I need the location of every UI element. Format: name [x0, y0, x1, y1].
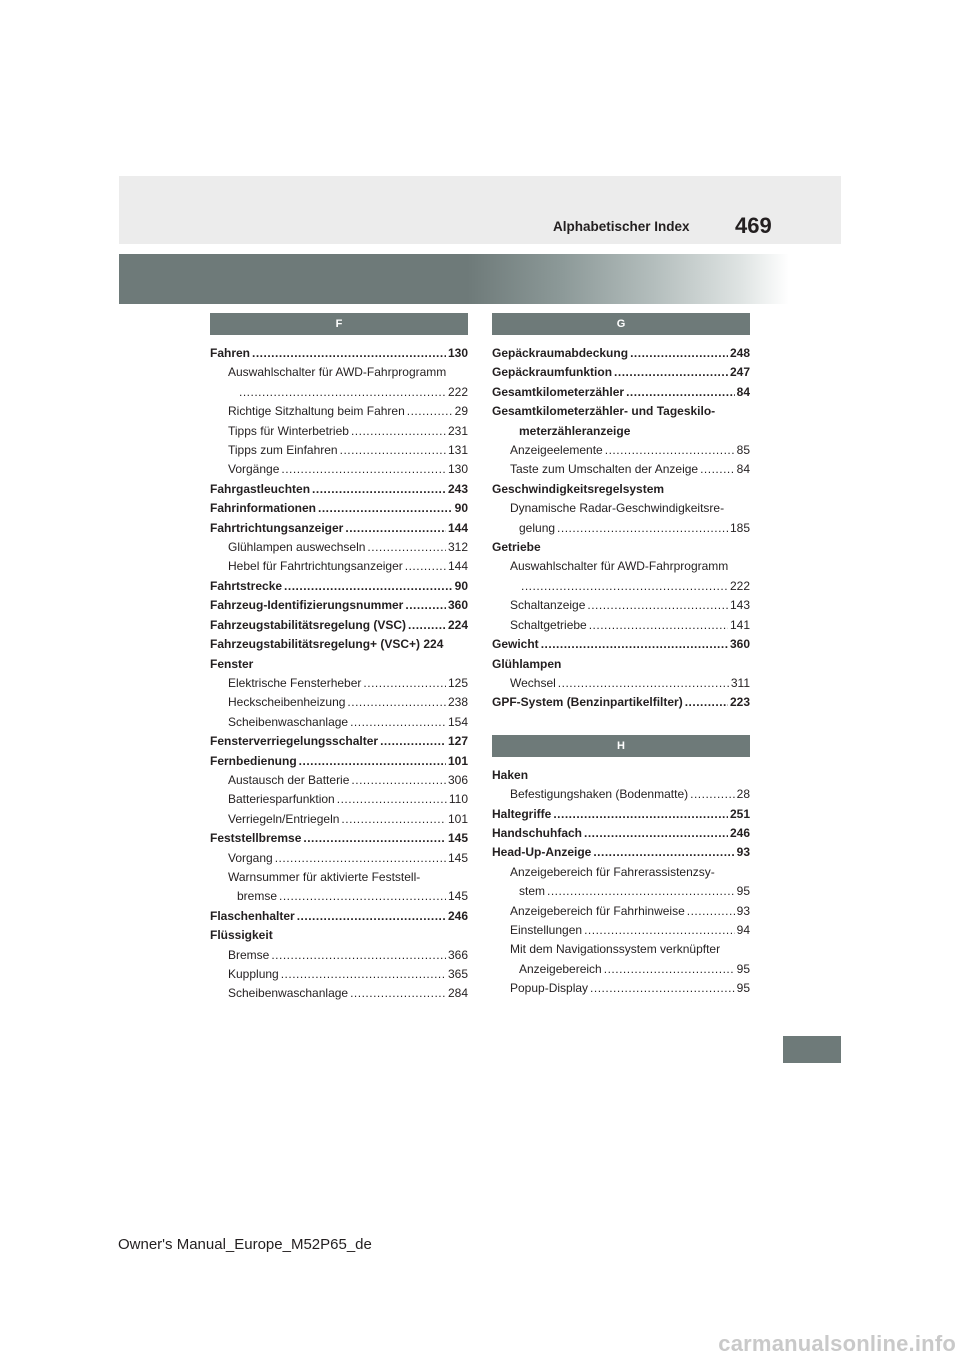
index-entry [492, 921, 750, 940]
index-entry [210, 577, 468, 596]
index-entry-page: 101 [447, 753, 468, 768]
index-entry-page: 222 [729, 578, 750, 593]
index-entry-page: 101 [447, 811, 468, 826]
index-entry-term: Fensterverriegelungsschalter [210, 734, 379, 749]
index-entry-term: Anzeigebereich für Fahrerassistenzsy- [510, 864, 715, 879]
dot-leader [239, 383, 446, 402]
dot-leader [341, 810, 446, 829]
index-entry [210, 480, 468, 499]
dot-leader [350, 713, 446, 732]
index-entry [492, 402, 750, 421]
index-entry-term: Head-Up-Anzeige [492, 845, 592, 860]
index-entry-term: Glühlampen [492, 656, 562, 671]
index-entry-term: Gesamtkilometerzähler [492, 384, 625, 399]
index-entry [210, 616, 468, 635]
index-entry-page: 222 [447, 384, 468, 399]
index-entry-term: Scheibenwaschanlage [228, 986, 349, 1001]
index-entry [492, 902, 750, 921]
index-entry-term: Hebel für Fahrtrichtungsanzeiger [228, 559, 403, 574]
index-entry [210, 732, 468, 751]
index-entry-page: 144 [447, 520, 468, 535]
index-entry-term: Schaltgetriebe [510, 617, 587, 632]
dot-leader [685, 693, 728, 712]
dot-leader [407, 402, 453, 421]
index-entry-term: Austausch der Batterie [228, 772, 350, 787]
index-entry-term: Flaschenhalter [210, 908, 295, 923]
index-entry [210, 887, 468, 906]
index-entry-page: 145 [447, 831, 468, 846]
index-entry [492, 596, 750, 615]
index-entry-term: meterzähleranzeige [519, 423, 631, 438]
index-entry-term: Anzeigebereich für Fahrhinweise [510, 903, 685, 918]
index-entry-term: Vorgang [228, 850, 273, 865]
index-entry [492, 460, 750, 479]
dot-leader [351, 422, 446, 441]
index-entry-page: 144 [447, 559, 468, 574]
index-entry-page: 90 [454, 501, 468, 516]
index-entry-term: Mit dem Navigationssystem verknüpfter [510, 942, 721, 957]
index-entry-term: Gewicht [492, 637, 539, 652]
index-entry [492, 674, 750, 693]
index-entry-page: 284 [447, 986, 468, 1001]
dot-leader [380, 732, 446, 751]
index-entry [210, 363, 468, 382]
watermark: carmanualsonline.info [718, 1331, 956, 1356]
dot-leader [303, 829, 446, 848]
index-entry [492, 843, 750, 862]
index-entry [210, 655, 468, 674]
page-number: 469 [735, 213, 772, 238]
index-entry-term: Bremse [228, 947, 270, 962]
index-entry-term: Fernbedienung [210, 753, 297, 768]
index-entry-term: Fahrzeugstabilitätsregelung (VSC) [210, 617, 407, 632]
index-entry [210, 849, 468, 868]
index-entry [492, 960, 750, 979]
index-entry [210, 499, 468, 518]
index-entry-term: Gepäckraumabdeckung [492, 346, 629, 360]
index-entry-term: Fahrtstrecke [210, 578, 283, 593]
index-entry-page: 93 [736, 903, 750, 918]
dot-leader [587, 596, 728, 615]
dot-leader [405, 596, 446, 615]
dot-leader [605, 441, 735, 460]
index-entry-term: Tipps zum Einfahren [228, 443, 338, 458]
index-entry-term: Fahrinformationen [210, 501, 317, 516]
index-entry-term: GPF-System (Benzinpartikelfilter) [492, 695, 683, 710]
index-entry-page: 127 [447, 734, 468, 749]
index-entry [210, 829, 468, 848]
dot-leader [281, 460, 446, 479]
index-entry-page: 145 [447, 850, 468, 865]
index-entry-term: Schaltanzeige [510, 598, 586, 613]
index-list-h [492, 766, 750, 999]
index-entry-term: Heckscheibenheizung [228, 695, 346, 710]
index-entry [210, 713, 468, 732]
dot-leader [284, 577, 453, 596]
index-entry-term: Haltegriffe [492, 806, 552, 821]
index-entry-page: 143 [729, 598, 750, 613]
index-entry-term: Feststellbremse [210, 831, 302, 846]
index-entry-page: 130 [447, 462, 468, 477]
index-entry-term: Verriegeln/Entriegeln [228, 811, 340, 826]
dot-leader [521, 577, 728, 596]
index-entry-page: 93 [736, 845, 750, 860]
dot-leader [690, 785, 735, 804]
dot-leader [275, 849, 446, 868]
index-entry-page: 248 [729, 346, 750, 360]
index-entry-term: Geschwindigkeitsregelsystem [492, 481, 665, 496]
dot-leader [279, 887, 446, 906]
index-entry [492, 693, 750, 712]
index-entry [492, 940, 750, 959]
index-entry-page: 29 [454, 404, 468, 419]
index-entry-term: Tipps für Winterbetrieb [228, 423, 349, 438]
index-entry [492, 979, 750, 998]
index-list-f [210, 344, 468, 1004]
index-entry-page: 131 [447, 443, 468, 458]
index-entry-page: 312 [447, 540, 468, 555]
dot-leader [687, 902, 735, 921]
index-entry [492, 577, 750, 596]
index-entry [210, 538, 468, 557]
decorative-gradient-band [119, 254, 789, 304]
index-entry-term: Fenster [210, 656, 254, 671]
index-entry [492, 805, 750, 824]
dot-leader [367, 538, 446, 557]
index-entry-term: gelung [519, 520, 556, 535]
dot-leader [405, 557, 446, 576]
index-entry-page: 366 [447, 947, 468, 962]
index-entry-page: 306 [447, 772, 468, 787]
dot-leader [347, 693, 446, 712]
index-entry-page: 246 [447, 908, 468, 923]
index-entry [492, 766, 750, 785]
index-entry [492, 480, 750, 499]
index-entry-term: Flüssigkeit [210, 928, 273, 943]
index-entry-page: 141 [729, 617, 750, 632]
index-entry-page: 95 [736, 981, 750, 996]
index-entry-term: Anzeigeelemente [510, 443, 603, 458]
index-entry [492, 363, 750, 382]
index-entry-page: 231 [447, 423, 468, 438]
index-entry [210, 383, 468, 402]
index-entry-term: Taste zum Umschalten der Anzeige [510, 462, 699, 477]
dot-leader [593, 843, 734, 862]
index-entry-term: Fahrtrichtungsanzeiger [210, 520, 344, 535]
dot-leader [363, 674, 446, 693]
index-entry-term: Auswahlschalter für AWD-Fahrprogramm [228, 365, 447, 380]
index-entry-page: 238 [447, 695, 468, 710]
index-entry-page: 246 [729, 825, 750, 840]
dot-leader [541, 635, 728, 654]
index-entry-page: 145 [447, 889, 468, 904]
chapter-tab [783, 1036, 841, 1063]
index-entry [492, 635, 750, 654]
index-entry [210, 693, 468, 712]
index-entry-page: 311 [730, 675, 750, 690]
footer-manual-id: Owner's Manual_Europe_M52P65_de [118, 1236, 372, 1253]
index-entry [492, 499, 750, 518]
dot-leader [312, 480, 446, 499]
index-entry-term: stem [519, 884, 546, 899]
dot-leader [614, 363, 728, 382]
index-entry-term: Wechsel [510, 675, 556, 690]
index-entry-term: bremse [237, 889, 278, 904]
index-column-right [492, 313, 750, 999]
index-entry-term: Popup-Display [510, 981, 589, 996]
index-entry-page: 247 [729, 365, 750, 380]
index-entry-page: 95 [736, 961, 750, 976]
index-entry-term: Haken [492, 767, 529, 782]
index-entry-term: Getriebe [492, 540, 541, 555]
index-entry [210, 771, 468, 790]
index-entry-page: 94 [736, 922, 750, 937]
index-entry-term: Richtige Sitzhaltung beim Fahren [228, 404, 405, 419]
index-entry-page: 360 [447, 598, 468, 613]
index-entry-term: Elektrische Fensterheber [228, 675, 362, 690]
index-entry-term: Gesamtkilometerzähler- und Tageskilo- [492, 404, 716, 419]
index-entry-term: Scheibenwaschanlage [228, 714, 349, 729]
index-entry [210, 635, 468, 654]
dot-leader [557, 519, 728, 538]
index-entry-page: 90 [454, 578, 468, 593]
index-entry-page: 95 [736, 884, 750, 899]
index-entry-term: Dynamische Radar-Geschwindigkeitsre- [510, 501, 725, 516]
dot-leader [299, 752, 446, 771]
index-entry-term: Warnsummer für aktivierte Feststell- [228, 869, 421, 884]
index-entry [492, 785, 750, 804]
index-entry [210, 422, 468, 441]
index-entry [210, 460, 468, 479]
index-entry-page: 154 [447, 714, 468, 729]
index-entry [492, 519, 750, 538]
index-entry-term: Fahrzeug-Identifizierungsnummer [210, 598, 404, 613]
index-entry-term: Batteriesparfunktion [228, 792, 335, 807]
dot-leader [351, 771, 446, 790]
section-title: Alphabetischer Index [553, 219, 690, 234]
index-entry [492, 882, 750, 901]
index-entry [210, 868, 468, 887]
index-entry-term: Gepäckraumfunktion [492, 365, 613, 380]
index-entry-term: Fahrgastleuchten [210, 481, 311, 496]
index-entry [492, 422, 750, 441]
index-entry [210, 790, 468, 809]
dot-leader [281, 965, 446, 984]
index-entry [492, 616, 750, 635]
index-entry-page: 84 [736, 384, 750, 399]
dot-leader [547, 882, 735, 901]
index-entry [210, 946, 468, 965]
index-entry [210, 907, 468, 926]
index-entry [210, 402, 468, 421]
index-entry-page: 84 [736, 462, 750, 477]
dot-leader [630, 344, 728, 363]
dot-leader [604, 960, 735, 979]
letter-heading-g: G [492, 313, 750, 335]
letter-heading-h: H [492, 735, 750, 757]
index-entry-page: 85 [736, 443, 750, 458]
index-entry-term: Glühlampen auswechseln [228, 540, 366, 555]
dot-leader [340, 441, 446, 460]
index-entry-page: 28 [736, 787, 750, 802]
letter-heading-f: F [210, 313, 468, 335]
dot-leader [337, 790, 447, 809]
index-column-left [210, 313, 468, 1004]
index-entry-term: Kupplung [228, 967, 279, 981]
index-entry [210, 441, 468, 460]
dot-leader [408, 616, 446, 635]
dot-leader [318, 499, 453, 518]
index-entry [492, 655, 750, 674]
index-entry [210, 810, 468, 829]
dot-leader [553, 805, 728, 824]
index-entry-term: Befestigungshaken (Bodenmatte) [510, 787, 689, 802]
dot-leader [700, 460, 735, 479]
index-entry [492, 863, 750, 882]
dot-leader [590, 979, 735, 998]
index-entry-page: 251 [729, 806, 750, 821]
index-entry [210, 926, 468, 945]
index-entry [492, 344, 750, 363]
index-entry-page: 110 [448, 792, 468, 807]
index-entry [210, 674, 468, 693]
dot-leader [584, 824, 728, 843]
index-entry [210, 965, 468, 984]
index-entry [492, 441, 750, 460]
dot-leader [558, 674, 729, 693]
index-entry-term: Auswahlschalter für AWD-Fahrprogramm [510, 559, 729, 574]
index-entry-page: 224 [447, 617, 468, 632]
index-entry [210, 557, 468, 576]
index-entry-page: 360 [729, 637, 750, 652]
index-entry-page: 223 [729, 695, 750, 710]
index-entry [492, 538, 750, 557]
index-entry [210, 596, 468, 615]
dot-leader [584, 921, 735, 940]
index-entry-page: 125 [447, 675, 468, 690]
index-entry-term: Handschuhfach [492, 825, 583, 840]
index-entry-term: Anzeigebereich [519, 961, 602, 976]
index-entry-term: Fahrzeugstabilitätsregelung+ (VSC+) 224 [210, 637, 444, 652]
index-list-g [492, 344, 750, 713]
index-entry [210, 519, 468, 538]
index-entry [210, 752, 468, 771]
index-entry [210, 984, 468, 1003]
index-entry-page: 130 [447, 346, 468, 360]
index-entry [492, 824, 750, 843]
index-entry [210, 344, 468, 363]
index-entry [492, 557, 750, 576]
dot-leader [345, 519, 446, 538]
index-entry-page: 185 [729, 520, 750, 535]
index-entry-page: 365 [447, 967, 468, 981]
dot-leader [350, 984, 446, 1003]
dot-leader [589, 616, 728, 635]
index-entry-page: 243 [447, 481, 468, 496]
index-entry-term: Einstellungen [510, 922, 583, 937]
index-entry-term: Fahren [210, 346, 251, 360]
header-bar [119, 176, 841, 244]
index-entry-term: Vorgänge [228, 462, 280, 477]
index-entry [492, 383, 750, 402]
dot-leader [297, 907, 446, 926]
dot-leader [626, 383, 735, 402]
dot-leader [252, 344, 446, 363]
dot-leader [271, 946, 446, 965]
